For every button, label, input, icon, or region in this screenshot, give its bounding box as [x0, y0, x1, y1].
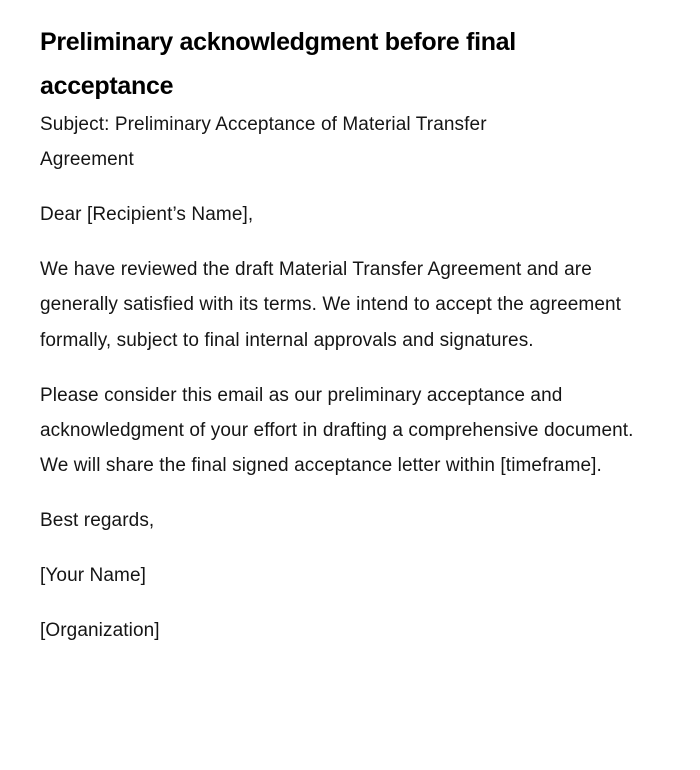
salutation: Dear [Recipient’s Name],	[40, 204, 254, 226]
closing: Best regards,	[40, 510, 155, 532]
body-paragraph-2: Please consider this email as our preliminary acceptance and acknowledgment of your effort in drafting a comprehensive document. We will share the final signed acceptance letter within [timeframe].	[40, 384, 634, 477]
signature-organization: [Organization]	[40, 620, 160, 642]
signature-name: [Your Name]	[40, 565, 147, 587]
document-title: Preliminary acknowledgment before final acceptance	[40, 28, 516, 100]
body-paragraph-1: We have reviewed the draft Material Transfer Agreement and are generally satisfied with its terms. We intend to accept the agreement formally, subject to final internal approvals and signatures.	[40, 259, 622, 351]
subject-line: Subject: Preliminary Acceptance of Material Transfer Agreement	[40, 114, 487, 171]
